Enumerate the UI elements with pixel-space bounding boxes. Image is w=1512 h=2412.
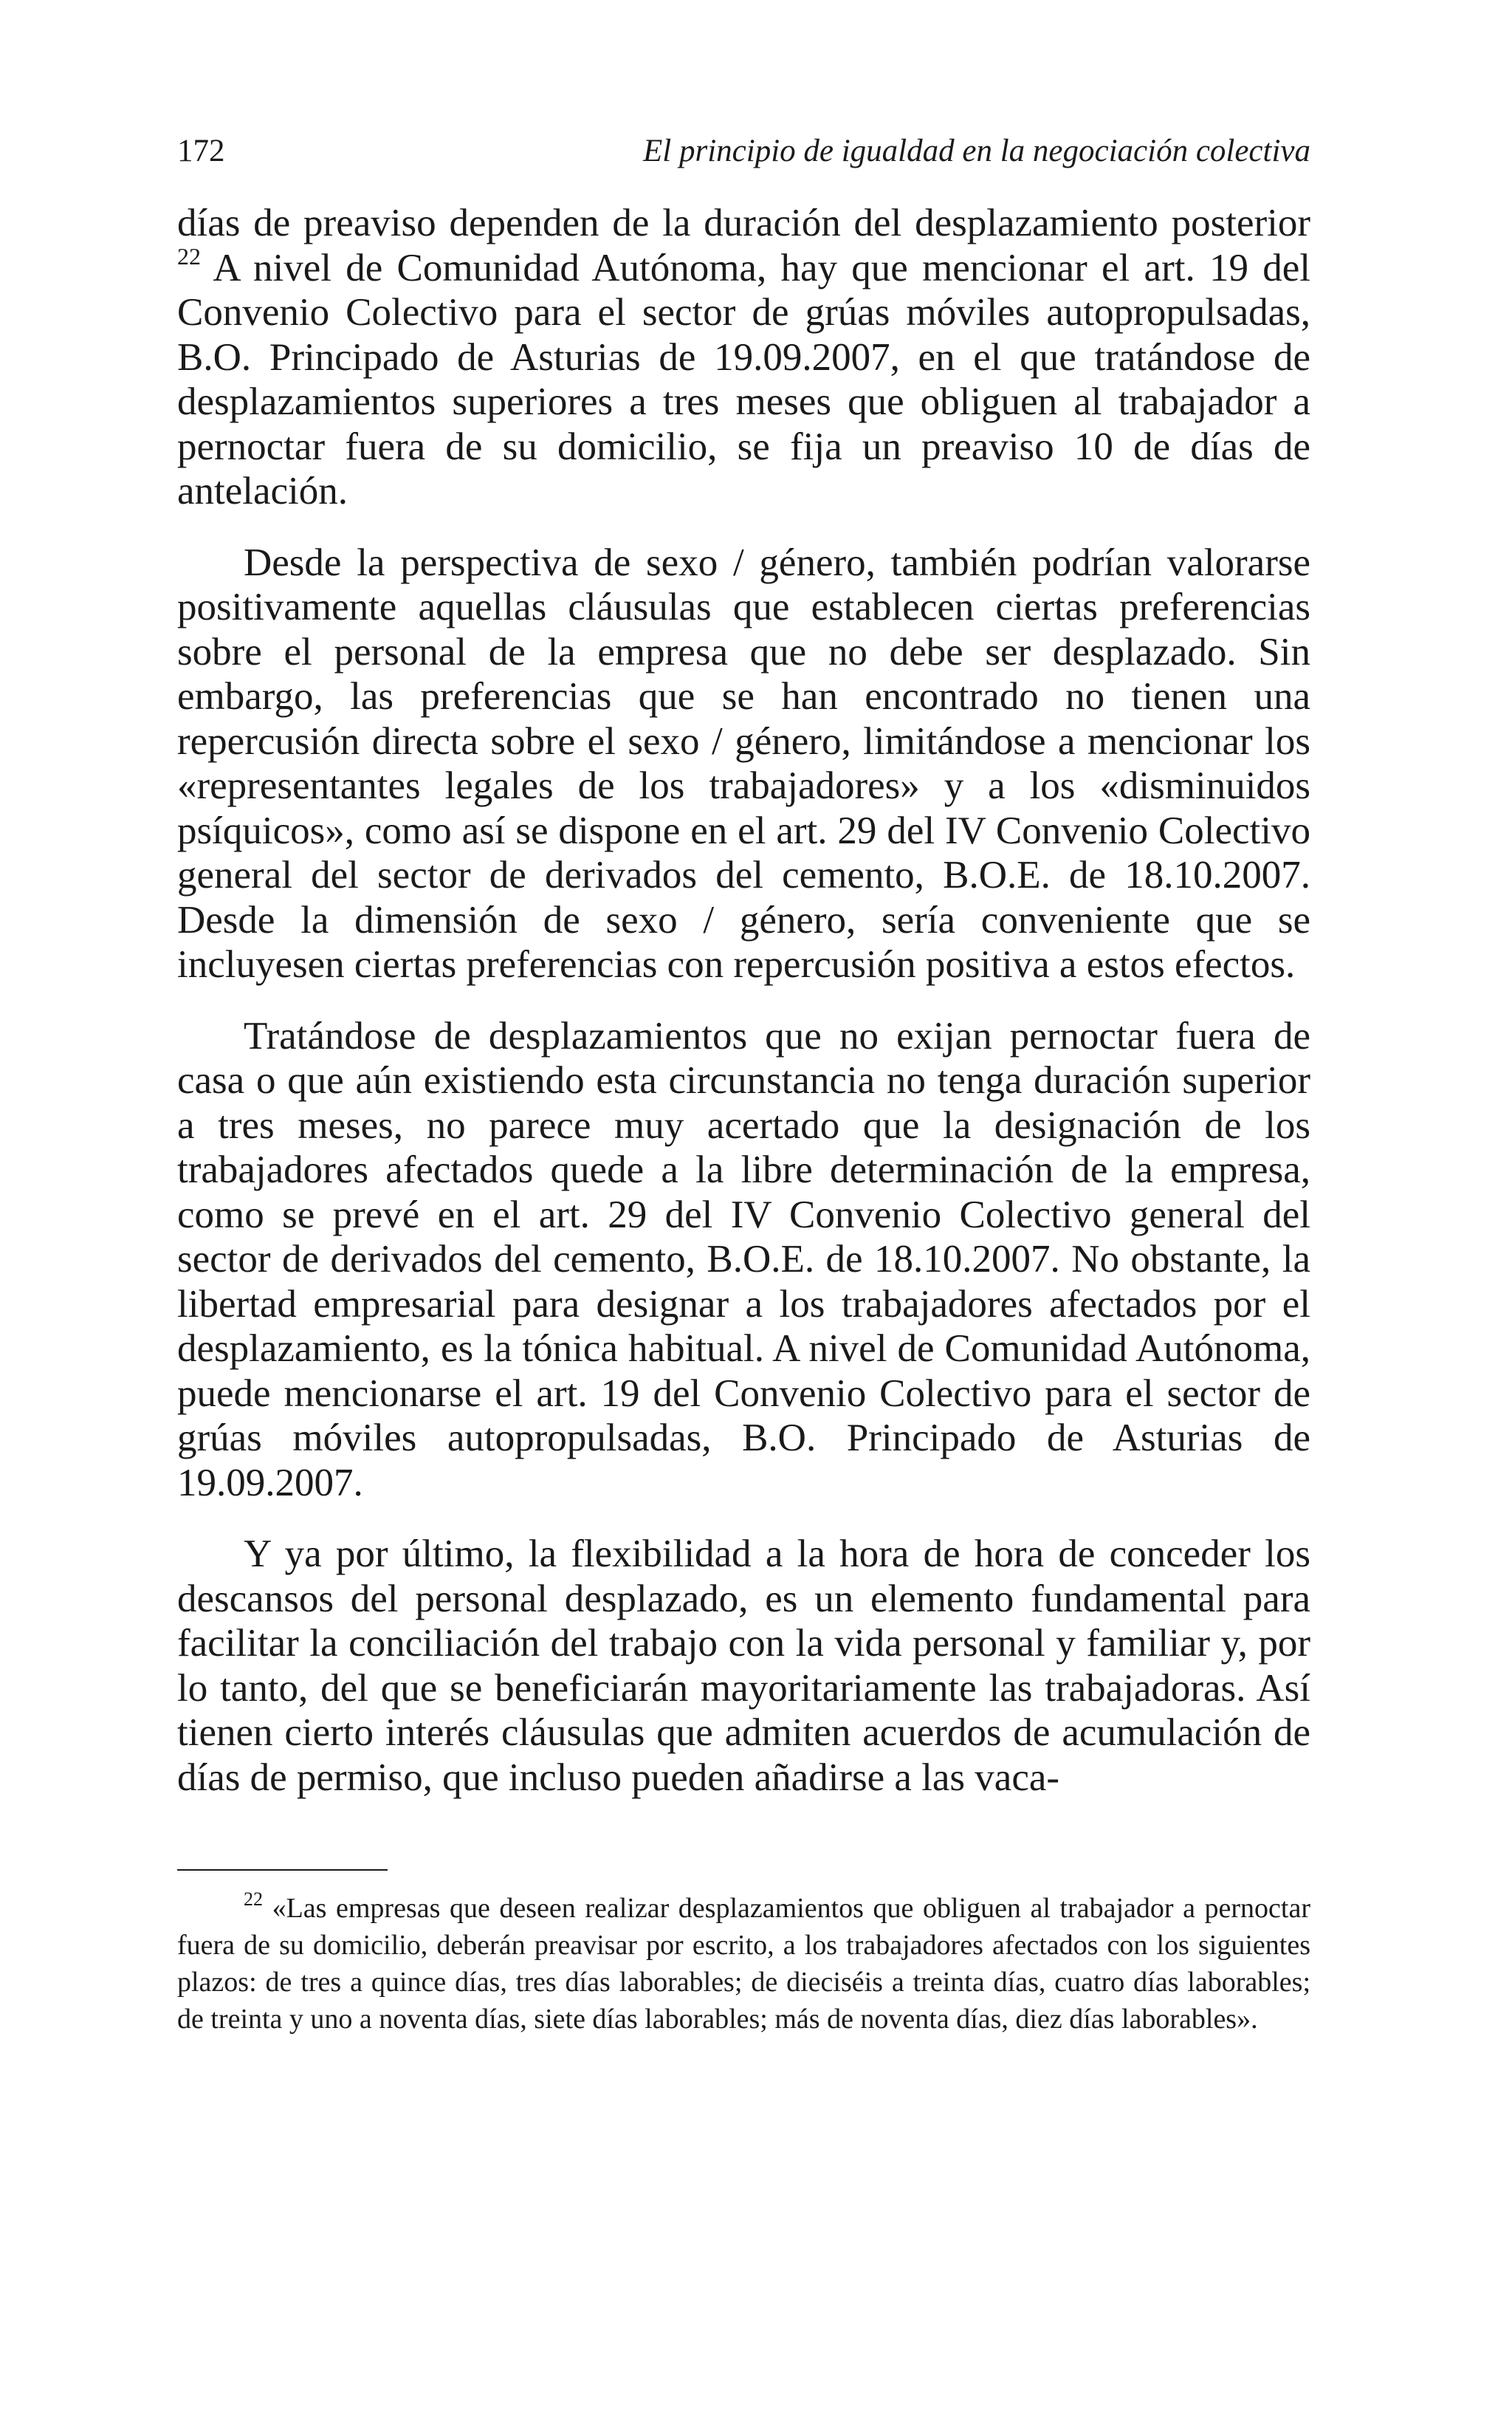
running-title: El principio de igualdad en la negociación colectiva bbox=[643, 134, 1310, 168]
running-head bbox=[177, 126, 1310, 177]
footnote-text: «Las empresas que deseen realizar desplazamientos que obliguen al trabajador a pernoctar fuera de su domicilio, deberán preavisar por escrito, a los trabajadores afectados con los siguientes plazos: de tres a quince días, tres días laborables; de dieciséis a treinta días, cuatro días laborables; de treinta y uno a noventa días, siete días laborables; más de noventa días, diez días laborables». bbox=[177, 1893, 1310, 2035]
paragraph-2: Desde la perspectiva de sexo / género, también podrían valorarse positivamente aquellas cláusulas que establecen ciertas preferencias sobre el personal de la empresa que no debe ser desplazado. Sin embargo, las preferencias que se han encontrado no tienen una repercusión directa sobre el sexo / género, limitándose a mencionar los «representantes legales de los trabajadores» y a los «disminuidos psíquicos», como así se dispone en el art. 29 del IV Convenio Colectivo general del sector de derivados del cemento, B.O.E. de 18.10.2007. Desde la dimensión de sexo / género, sería conveniente que se incluyesen ciertas preferencias con repercusión positiva a estos efectos. bbox=[177, 541, 1310, 986]
paragraph-1 bbox=[177, 201, 1310, 514]
book-page bbox=[177, 126, 1310, 2038]
footnote-divider bbox=[177, 1869, 388, 1871]
footnote-22 bbox=[177, 1890, 1310, 2038]
paragraph-1-start: días de preaviso dependen de la duración del desplazamiento posterior bbox=[177, 202, 1310, 244]
body-text bbox=[177, 201, 1310, 1800]
paragraph-4: Y ya por último, la flexibilidad a la hora de hora de conceder los descansos del personal desplazado, es un elemento fundamental para facilitar la conciliación del trabajo con la vida personal y familiar y, por lo tanto, del que se beneficiarán mayoritariamente las trabajadoras. Así tienen cierto interés cláusulas que admiten acuerdos de acumulación de días de permiso, que incluso pueden añadirse a las vaca- bbox=[177, 1532, 1310, 1799]
page-number: 172 bbox=[177, 134, 225, 168]
paragraph-1-end: A nivel de Comunidad Autónoma, hay que mencionar el art. 19 del Convenio Colectivo para el sector de grúas móviles autopropulsadas, B.O. Principado de Asturias de 19.09.2007, en el que tratándose de desplazamientos superiores a tres meses que obliguen al trabajador a pernoctar fuera de su domicilio, se fija un preaviso 10 de días de antelación. bbox=[177, 246, 1310, 513]
footnote-number: 22 bbox=[244, 1888, 263, 1910]
footnote-reference[interactable]: 22 bbox=[177, 242, 201, 270]
paragraph-3: Tratándose de desplazamientos que no exijan pernoctar fuera de casa o que aún existiendo esta circunstancia no tenga duración superior a tres meses, no parece muy acertado que la designación de los trabajadores afectados quede a la libre determinación de la empresa, como se prevé en el art. 29 del IV Convenio Colectivo general del sector de derivados del cemento, B.O.E. de 18.10.2007. No obstante, la libertad empresarial para designar a los trabajadores afectados por el desplazamiento, es la tónica habitual. A nivel de Comunidad Autónoma, puede mencionarse el art. 19 del Convenio Colectivo para el sector de grúas móviles autopropulsadas, B.O. Principado de Asturias de 19.09.2007. bbox=[177, 1014, 1310, 1504]
